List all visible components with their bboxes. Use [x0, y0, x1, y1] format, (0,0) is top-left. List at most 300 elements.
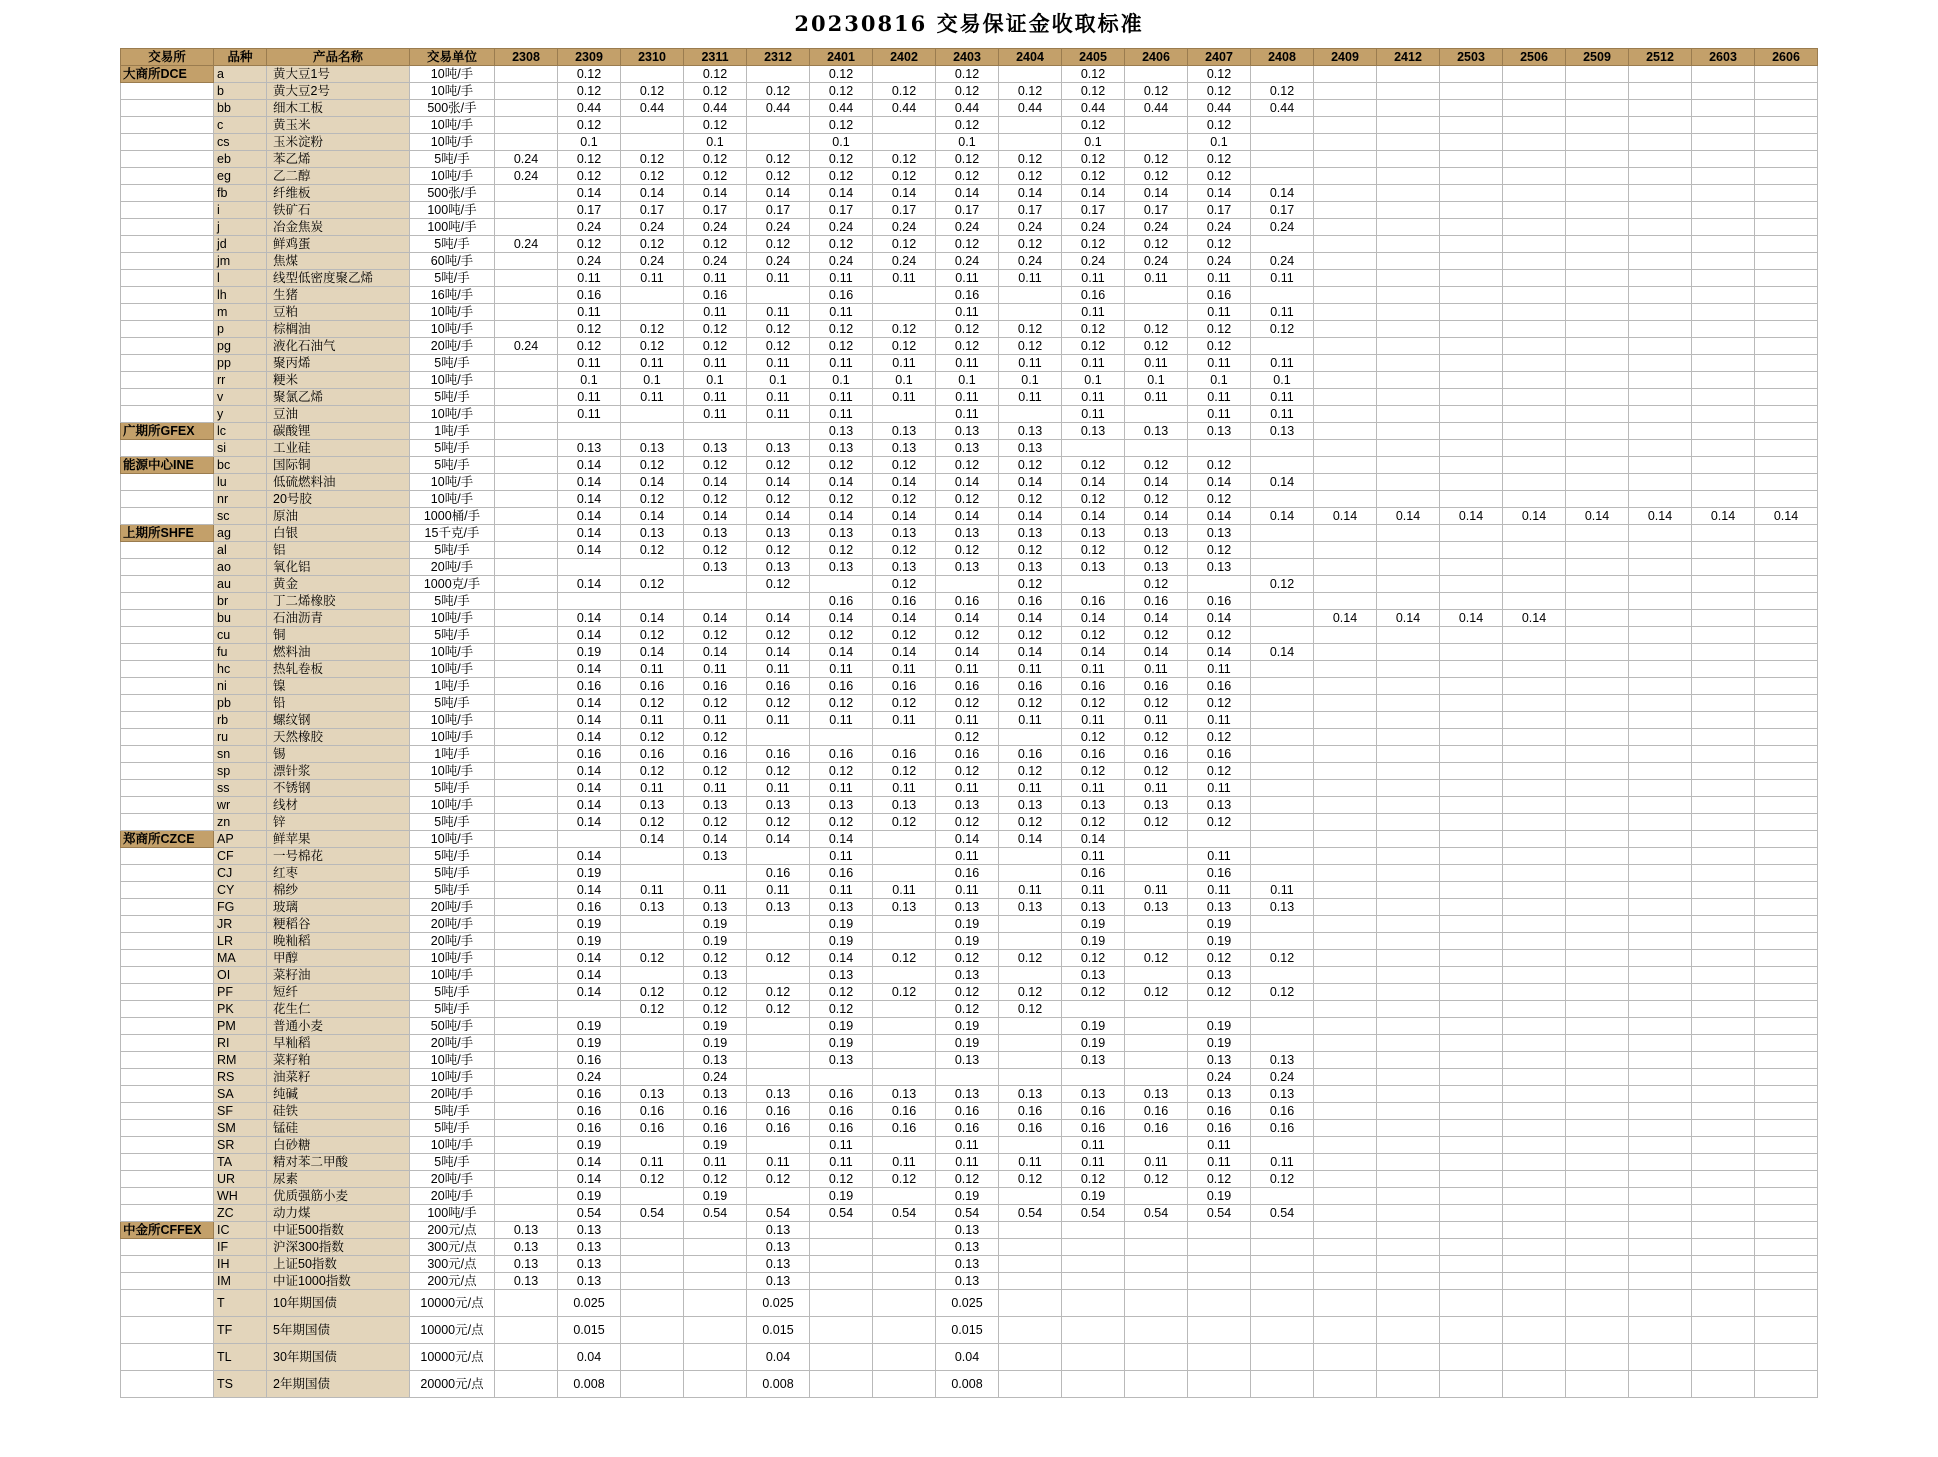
product-name-cell: 晚籼稻	[267, 933, 410, 950]
margin-cell: 0.12	[810, 1171, 873, 1188]
trading-unit-cell: 10吨/手	[410, 491, 495, 508]
margin-cell	[1125, 1069, 1188, 1086]
margin-cell	[621, 593, 684, 610]
table-row	[121, 542, 1818, 559]
margin-cell: 0.11	[810, 661, 873, 678]
margin-cell	[621, 1273, 684, 1290]
margin-cell: 0.14	[1251, 508, 1314, 525]
margin-cell: 0.16	[621, 1103, 684, 1120]
margin-cell: 0.11	[1062, 406, 1125, 423]
margin-cell	[1251, 1018, 1314, 1035]
margin-cell	[1503, 219, 1566, 236]
margin-cell	[1062, 1256, 1125, 1273]
margin-cell: 0.14	[1188, 508, 1251, 525]
margin-cell	[684, 1239, 747, 1256]
margin-cell	[1377, 814, 1440, 831]
trading-unit-cell: 10000元/点	[410, 1317, 495, 1344]
margin-cell	[495, 678, 558, 695]
margin-cell	[1314, 287, 1377, 304]
margin-cell: 0.16	[1125, 1103, 1188, 1120]
table-row	[121, 1035, 1818, 1052]
table-row	[121, 899, 1818, 916]
product-name-cell: 中证500指数	[267, 1222, 410, 1239]
margin-cell: 0.11	[936, 712, 999, 729]
margin-cell	[495, 406, 558, 423]
margin-cell	[495, 1317, 558, 1344]
margin-cell	[1377, 1086, 1440, 1103]
margin-cell	[1377, 1103, 1440, 1120]
exchange-cell	[121, 933, 214, 950]
margin-cell: 0.12	[873, 576, 936, 593]
trading-unit-cell: 1吨/手	[410, 678, 495, 695]
column-header-12: 2404	[999, 49, 1062, 66]
margin-cell	[1251, 236, 1314, 253]
trading-unit-cell: 20吨/手	[410, 1171, 495, 1188]
margin-cell: 0.12	[1125, 491, 1188, 508]
margin-cell	[1566, 1371, 1629, 1398]
margin-cell	[999, 287, 1062, 304]
table-row	[121, 1290, 1818, 1317]
margin-cell	[1062, 440, 1125, 457]
table-row	[121, 678, 1818, 695]
margin-cell: 0.008	[747, 1371, 810, 1398]
margin-cell: 0.16	[873, 746, 936, 763]
product-name-cell: 液化石油气	[267, 338, 410, 355]
table-row	[121, 1188, 1818, 1205]
margin-cell: 0.12	[1125, 151, 1188, 168]
margin-cell	[1629, 1018, 1692, 1035]
margin-cell: 0.12	[558, 66, 621, 83]
margin-cell: 0.12	[936, 950, 999, 967]
margin-cell	[1692, 202, 1755, 219]
margin-cell: 0.24	[936, 253, 999, 270]
margin-cell	[1692, 1137, 1755, 1154]
margin-cell	[1314, 797, 1377, 814]
table-row	[121, 168, 1818, 185]
margin-cell: 0.11	[810, 355, 873, 372]
margin-cell: 0.14	[1062, 185, 1125, 202]
margin-cell: 0.11	[747, 355, 810, 372]
margin-cell	[1251, 678, 1314, 695]
margin-cell	[1440, 151, 1503, 168]
margin-cell	[1692, 100, 1755, 117]
margin-cell	[1251, 1317, 1314, 1344]
margin-cell: 0.13	[684, 440, 747, 457]
margin-cell	[1755, 610, 1818, 627]
trading-unit-cell: 20吨/手	[410, 559, 495, 576]
margin-cell: 0.16	[1188, 287, 1251, 304]
margin-cell	[1692, 1344, 1755, 1371]
margin-cell: 0.11	[621, 355, 684, 372]
margin-cell: 0.12	[1188, 457, 1251, 474]
margin-cell: 0.16	[1125, 746, 1188, 763]
margin-cell: 0.12	[621, 627, 684, 644]
margin-cell	[747, 967, 810, 984]
margin-cell	[1692, 406, 1755, 423]
margin-cell: 0.13	[1062, 1086, 1125, 1103]
margin-cell: 0.14	[558, 491, 621, 508]
margin-cell	[1566, 1239, 1629, 1256]
margin-cell	[1251, 525, 1314, 542]
product-code-cell: rb	[214, 712, 267, 729]
margin-cell: 0.11	[1251, 355, 1314, 372]
margin-cell: 0.12	[1188, 1171, 1251, 1188]
margin-cell	[1314, 168, 1377, 185]
margin-cell: 0.12	[684, 168, 747, 185]
table-row	[121, 134, 1818, 151]
margin-cell	[1755, 967, 1818, 984]
margin-cell	[1629, 525, 1692, 542]
margin-cell	[1377, 627, 1440, 644]
margin-cell: 0.13	[1188, 1086, 1251, 1103]
product-code-cell: ZC	[214, 1205, 267, 1222]
margin-cell	[1314, 372, 1377, 389]
margin-cell	[873, 406, 936, 423]
margin-cell	[495, 865, 558, 882]
margin-cell: 0.12	[558, 338, 621, 355]
margin-cell: 0.16	[810, 1103, 873, 1120]
product-name-cell: 甲醇	[267, 950, 410, 967]
margin-cell	[1314, 219, 1377, 236]
product-name-cell: 铜	[267, 627, 410, 644]
margin-cell	[1440, 644, 1503, 661]
margin-cell	[1566, 338, 1629, 355]
margin-cell: 0.14	[873, 644, 936, 661]
margin-cell	[1125, 1018, 1188, 1035]
margin-cell: 0.11	[621, 389, 684, 406]
margin-cell: 0.12	[936, 695, 999, 712]
margin-cell: 0.11	[684, 882, 747, 899]
margin-cell	[1314, 1222, 1377, 1239]
margin-cell	[1755, 304, 1818, 321]
table-row	[121, 763, 1818, 780]
margin-cell	[1125, 406, 1188, 423]
margin-cell	[1440, 729, 1503, 746]
exchange-cell	[121, 1086, 214, 1103]
margin-cell	[1692, 1069, 1755, 1086]
margin-cell	[1314, 814, 1377, 831]
margin-cell: 0.1	[747, 372, 810, 389]
trading-unit-cell: 10吨/手	[410, 712, 495, 729]
margin-cell	[1755, 678, 1818, 695]
margin-cell: 0.12	[1062, 695, 1125, 712]
product-name-cell: 镍	[267, 678, 410, 695]
margin-cell	[1503, 1137, 1566, 1154]
margin-cell	[936, 1069, 999, 1086]
margin-cell	[1314, 865, 1377, 882]
product-code-cell: TS	[214, 1371, 267, 1398]
product-name-cell: 线型低密度聚乙烯	[267, 270, 410, 287]
margin-cell	[1377, 151, 1440, 168]
margin-cell	[1629, 984, 1692, 1001]
margin-cell	[495, 780, 558, 797]
margin-cell: 0.13	[1188, 967, 1251, 984]
margin-cell	[1314, 542, 1377, 559]
margin-cell	[1314, 848, 1377, 865]
margin-cell	[1755, 338, 1818, 355]
margin-cell	[1377, 644, 1440, 661]
margin-cell	[747, 1035, 810, 1052]
margin-cell	[1692, 1001, 1755, 1018]
margin-cell	[999, 933, 1062, 950]
margin-cell	[1188, 1290, 1251, 1317]
margin-cell	[495, 287, 558, 304]
column-header-8: 2312	[747, 49, 810, 66]
margin-cell: 0.11	[1251, 882, 1314, 899]
margin-cell	[1692, 457, 1755, 474]
exchange-cell	[121, 202, 214, 219]
exchange-cell	[121, 1001, 214, 1018]
margin-cell	[1692, 542, 1755, 559]
margin-cell	[1566, 984, 1629, 1001]
trading-unit-cell: 10吨/手	[410, 168, 495, 185]
margin-cell	[873, 1256, 936, 1273]
margin-cell	[621, 1018, 684, 1035]
product-name-cell: 丁二烯橡胶	[267, 593, 410, 610]
margin-cell: 0.11	[747, 389, 810, 406]
column-header-21: 2509	[1566, 49, 1629, 66]
margin-cell: 0.11	[936, 389, 999, 406]
trading-unit-cell: 5吨/手	[410, 882, 495, 899]
margin-cell: 0.14	[558, 457, 621, 474]
margin-cell: 0.11	[684, 406, 747, 423]
margin-cell: 0.14	[936, 644, 999, 661]
margin-cell: 0.14	[1062, 831, 1125, 848]
table-row	[121, 831, 1818, 848]
margin-cell	[1251, 712, 1314, 729]
margin-cell	[1692, 1188, 1755, 1205]
margin-cell: 0.12	[1125, 763, 1188, 780]
exchange-cell	[121, 661, 214, 678]
margin-cell	[1566, 661, 1629, 678]
product-code-cell: fu	[214, 644, 267, 661]
margin-cell: 0.12	[1125, 950, 1188, 967]
trading-unit-cell: 5吨/手	[410, 865, 495, 882]
margin-cell: 0.13	[684, 525, 747, 542]
margin-cell: 0.13	[1125, 423, 1188, 440]
margin-cell: 0.44	[1251, 100, 1314, 117]
margin-cell: 0.11	[873, 661, 936, 678]
margin-cell: 0.13	[558, 1239, 621, 1256]
margin-cell	[1503, 423, 1566, 440]
margin-cell: 0.54	[936, 1205, 999, 1222]
exchange-cell	[121, 967, 214, 984]
margin-cell	[495, 508, 558, 525]
margin-cell	[1629, 661, 1692, 678]
margin-cell: 0.11	[747, 304, 810, 321]
margin-cell: 0.12	[1125, 338, 1188, 355]
product-name-cell: 国际铜	[267, 457, 410, 474]
margin-cell	[1629, 1256, 1692, 1273]
margin-cell	[873, 1188, 936, 1205]
margin-cell	[1251, 729, 1314, 746]
margin-cell: 0.1	[558, 134, 621, 151]
margin-cell: 0.11	[1062, 355, 1125, 372]
margin-cell	[1503, 168, 1566, 185]
product-code-cell: PF	[214, 984, 267, 1001]
margin-cell: 0.12	[621, 814, 684, 831]
margin-cell	[1188, 1273, 1251, 1290]
margin-cell: 0.11	[810, 389, 873, 406]
margin-cell: 0.11	[621, 882, 684, 899]
exchange-cell	[121, 1256, 214, 1273]
margin-cell: 0.12	[684, 117, 747, 134]
margin-cell	[495, 457, 558, 474]
margin-cell	[1692, 848, 1755, 865]
margin-cell: 0.24	[1251, 1069, 1314, 1086]
margin-cell	[1440, 1317, 1503, 1344]
margin-cell	[1251, 797, 1314, 814]
margin-cell: 0.11	[1062, 389, 1125, 406]
product-name-cell: 不锈钢	[267, 780, 410, 797]
product-name-cell: 菜籽粕	[267, 1052, 410, 1069]
margin-cell	[1692, 1171, 1755, 1188]
margin-cell: 0.14	[936, 185, 999, 202]
margin-cell	[1692, 763, 1755, 780]
product-name-cell: 石油沥青	[267, 610, 410, 627]
margin-cell	[621, 1188, 684, 1205]
exchange-cell	[121, 712, 214, 729]
product-name-cell: 沪深300指数	[267, 1239, 410, 1256]
product-code-cell: WH	[214, 1188, 267, 1205]
margin-cell: 0.19	[1188, 1188, 1251, 1205]
product-name-cell: 铁矿石	[267, 202, 410, 219]
product-code-cell: ao	[214, 559, 267, 576]
margin-cell: 0.12	[1062, 66, 1125, 83]
margin-cell: 0.14	[558, 882, 621, 899]
margin-cell	[1314, 916, 1377, 933]
margin-cell	[621, 559, 684, 576]
margin-cell	[1377, 1317, 1440, 1344]
trading-unit-cell: 200元/点	[410, 1222, 495, 1239]
margin-cell	[1566, 134, 1629, 151]
margin-cell	[1503, 1371, 1566, 1398]
margin-cell: 0.008	[558, 1371, 621, 1398]
margin-cell	[1503, 899, 1566, 916]
margin-cell	[1125, 1001, 1188, 1018]
margin-cell	[1629, 117, 1692, 134]
margin-cell: 0.12	[684, 151, 747, 168]
margin-cell: 0.14	[684, 185, 747, 202]
margin-cell	[1692, 236, 1755, 253]
margin-cell: 0.11	[810, 406, 873, 423]
margin-cell: 0.12	[684, 83, 747, 100]
margin-cell: 0.16	[747, 1120, 810, 1137]
margin-cell	[1377, 66, 1440, 83]
margin-cell	[495, 559, 558, 576]
margin-cell	[558, 1001, 621, 1018]
margin-cell: 0.11	[1062, 304, 1125, 321]
margin-cell: 0.17	[936, 202, 999, 219]
margin-cell: 0.13	[621, 525, 684, 542]
margin-cell: 0.24	[1188, 253, 1251, 270]
margin-cell: 0.13	[999, 1086, 1062, 1103]
margin-cell: 0.13	[936, 967, 999, 984]
margin-cell	[684, 1222, 747, 1239]
column-header-17: 2409	[1314, 49, 1377, 66]
table-row	[121, 1001, 1818, 1018]
margin-cell	[1377, 185, 1440, 202]
margin-cell	[1377, 1205, 1440, 1222]
margin-cell	[1440, 967, 1503, 984]
margin-cell	[495, 1120, 558, 1137]
margin-cell	[1566, 814, 1629, 831]
margin-cell	[1377, 457, 1440, 474]
margin-cell: 0.11	[810, 848, 873, 865]
margin-cell	[1755, 423, 1818, 440]
exchange-cell	[121, 627, 214, 644]
margin-cell	[1503, 253, 1566, 270]
margin-cell	[1440, 542, 1503, 559]
margin-cell	[1566, 967, 1629, 984]
margin-cell	[1440, 117, 1503, 134]
product-code-cell: br	[214, 593, 267, 610]
margin-cell: 0.11	[684, 270, 747, 287]
margin-cell: 0.11	[747, 1154, 810, 1171]
margin-cell	[1440, 1103, 1503, 1120]
margin-cell	[1692, 474, 1755, 491]
margin-cell	[621, 1069, 684, 1086]
margin-cell: 0.12	[999, 1001, 1062, 1018]
margin-cell	[1692, 219, 1755, 236]
product-code-cell: IH	[214, 1256, 267, 1273]
margin-cell: 0.14	[999, 610, 1062, 627]
margin-cell	[1188, 1371, 1251, 1398]
margin-cell	[1377, 236, 1440, 253]
margin-cell: 0.12	[810, 491, 873, 508]
margin-cell	[873, 1137, 936, 1154]
margin-cell: 0.12	[1062, 984, 1125, 1001]
margin-cell	[999, 1256, 1062, 1273]
margin-cell: 0.12	[621, 763, 684, 780]
margin-cell	[1503, 593, 1566, 610]
margin-cell: 0.19	[684, 1188, 747, 1205]
margin-cell	[1629, 1103, 1692, 1120]
margin-cell	[1440, 1205, 1503, 1222]
margin-cell	[495, 66, 558, 83]
margin-cell: 0.14	[558, 797, 621, 814]
margin-cell	[1314, 746, 1377, 763]
margin-cell	[1566, 950, 1629, 967]
margin-cell	[1755, 1001, 1818, 1018]
margin-cell	[1440, 1222, 1503, 1239]
margin-cell	[1377, 355, 1440, 372]
margin-cell: 0.17	[684, 202, 747, 219]
margin-cell	[1629, 644, 1692, 661]
trading-unit-cell: 5吨/手	[410, 1103, 495, 1120]
margin-cell: 0.13	[873, 440, 936, 457]
trading-unit-cell: 10吨/手	[410, 610, 495, 627]
margin-cell: 0.14	[936, 508, 999, 525]
margin-cell: 0.13	[1062, 967, 1125, 984]
exchange-cell	[121, 610, 214, 627]
margin-cell	[495, 355, 558, 372]
margin-cell	[1566, 1018, 1629, 1035]
margin-cell	[1566, 491, 1629, 508]
table-row	[121, 1052, 1818, 1069]
margin-cell	[810, 576, 873, 593]
margin-cell	[873, 1222, 936, 1239]
margin-cell: 0.14	[1503, 508, 1566, 525]
margin-cell: 0.13	[810, 797, 873, 814]
exchange-cell	[121, 372, 214, 389]
product-name-cell: 乙二醇	[267, 168, 410, 185]
trading-unit-cell: 10吨/手	[410, 83, 495, 100]
margin-cell	[1251, 865, 1314, 882]
trading-unit-cell: 5吨/手	[410, 814, 495, 831]
margin-cell	[1755, 253, 1818, 270]
margin-cell: 0.12	[747, 83, 810, 100]
